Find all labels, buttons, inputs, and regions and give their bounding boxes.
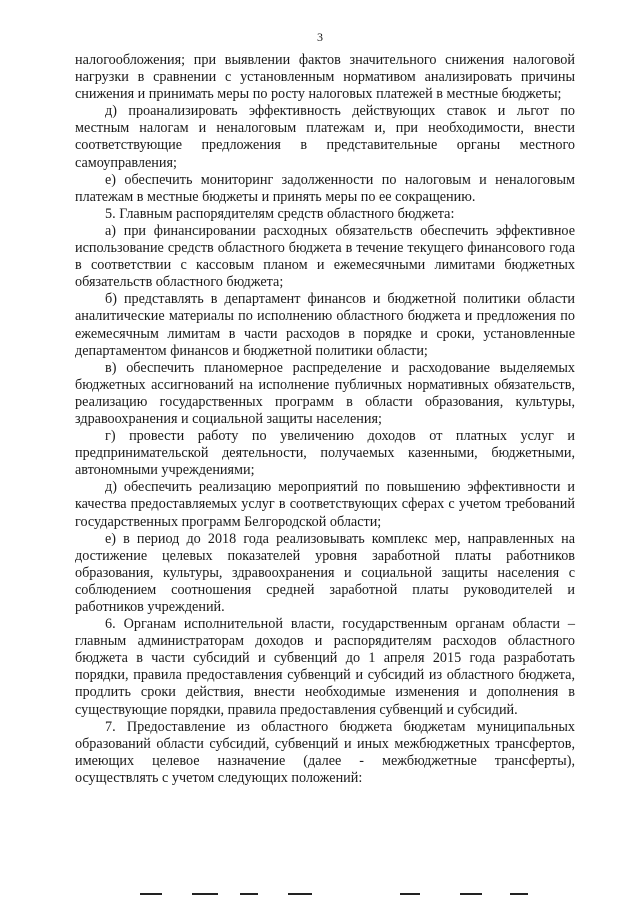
section-6: 6. Органам исполнительной власти, государственным органам области – главным администраторам доходов и распорядителям расходов областного бюджета в части субсидий и субвенций до 1 апреля 2015 года разработать порядки, правила предоставления субвенций и субсидий из областного бюджета, продлить сроки действия, внести необходимые изменения и дополнения в существующие порядки, правила предоставления субвенций и субсидий. [75, 616, 575, 718]
paragraph-5a: а) при финансировании расходных обязательств обеспечить эффективное использование средств областного бюджета в течение текущего финансового года в соответствии с кассовым планом и ежемесячными лимитами бюджетных обязательств областного бюджета; [75, 222, 575, 291]
paragraph-5d: д) обеспечить реализацию мероприятий по повышению эффективности и качества предоставляемых услуг в соответствующих сферах с учетом требований государственных программ Белгородской области; [75, 479, 575, 530]
scan-mark [288, 893, 312, 895]
scan-mark [240, 893, 258, 895]
paragraph-5e: е) в период до 2018 года реализовывать комплекс мер, направленных на достижение целевых показателей уровня заработной платы работников образования, культуры, здравоохранения и социальной защиты населения с соблюдением соотношения средней заработной платы руководителей и работников учреждений. [75, 530, 575, 615]
scan-mark [460, 893, 482, 895]
scan-mark [192, 893, 218, 895]
footer-scan-marks [140, 893, 580, 899]
paragraph-e-debt-monitoring: е) обеспечить мониторинг задолженности по налоговым и неналоговым платежам в местные бюджеты и принять меры по ее сокращению. [75, 171, 575, 205]
paragraph-5b: б) представлять в департамент финансов и бюджетной политики области аналитические материалы по исполнению областного бюджета и предложения по ежемесячным лимитам в части расходов в порядке и сроки, установленные департаментом финансов и бюджетной политики области; [75, 291, 575, 359]
scan-mark [510, 893, 528, 895]
paragraph-d-tax-rates: д) проанализировать эффективность действующих ставок и льгот по местным налогам и неналоговым платежам и, при необходимости, внести соответствующие предложения в представительные органы местного самоуправления; [75, 103, 575, 171]
scan-mark [140, 893, 162, 895]
paragraph-5v: в) обеспечить планомерное распределение и расходование выделяемых бюджетных ассигнований на исполнение публичных нормативных обязательств, реализацию государственных программ в области образования, культуры, здравоохранения и социальной защиты населения; [75, 359, 575, 427]
scan-mark [400, 893, 420, 895]
section-5-heading: 5. Главным распорядителям средств областного бюджета: [105, 205, 455, 222]
section-7: 7. Предоставление из областного бюджета бюджетам муниципальных образований области субсидий, субвенций и иных межбюджетных трансфертов, имеющих целевое назначение (далее - межбюджетные трансферты), осуществлять с учетом следующих положений: [75, 718, 575, 786]
paragraph-continuation: налогообложения; при выявлении фактов значительного снижения налоговой нагрузки в сравнении с установленным нормативом анализировать причины снижения и принимать меры по росту налоговых платежей в местные бюджеты; [75, 52, 575, 103]
paragraph-5g: г) провести работу по увеличению доходов от платных услуг и предпринимательской деятельности, получаемых казенными, бюджетными, автономными учреждениями; [75, 428, 575, 479]
page-number: 3 [317, 30, 323, 44]
document-body [75, 52, 575, 787]
